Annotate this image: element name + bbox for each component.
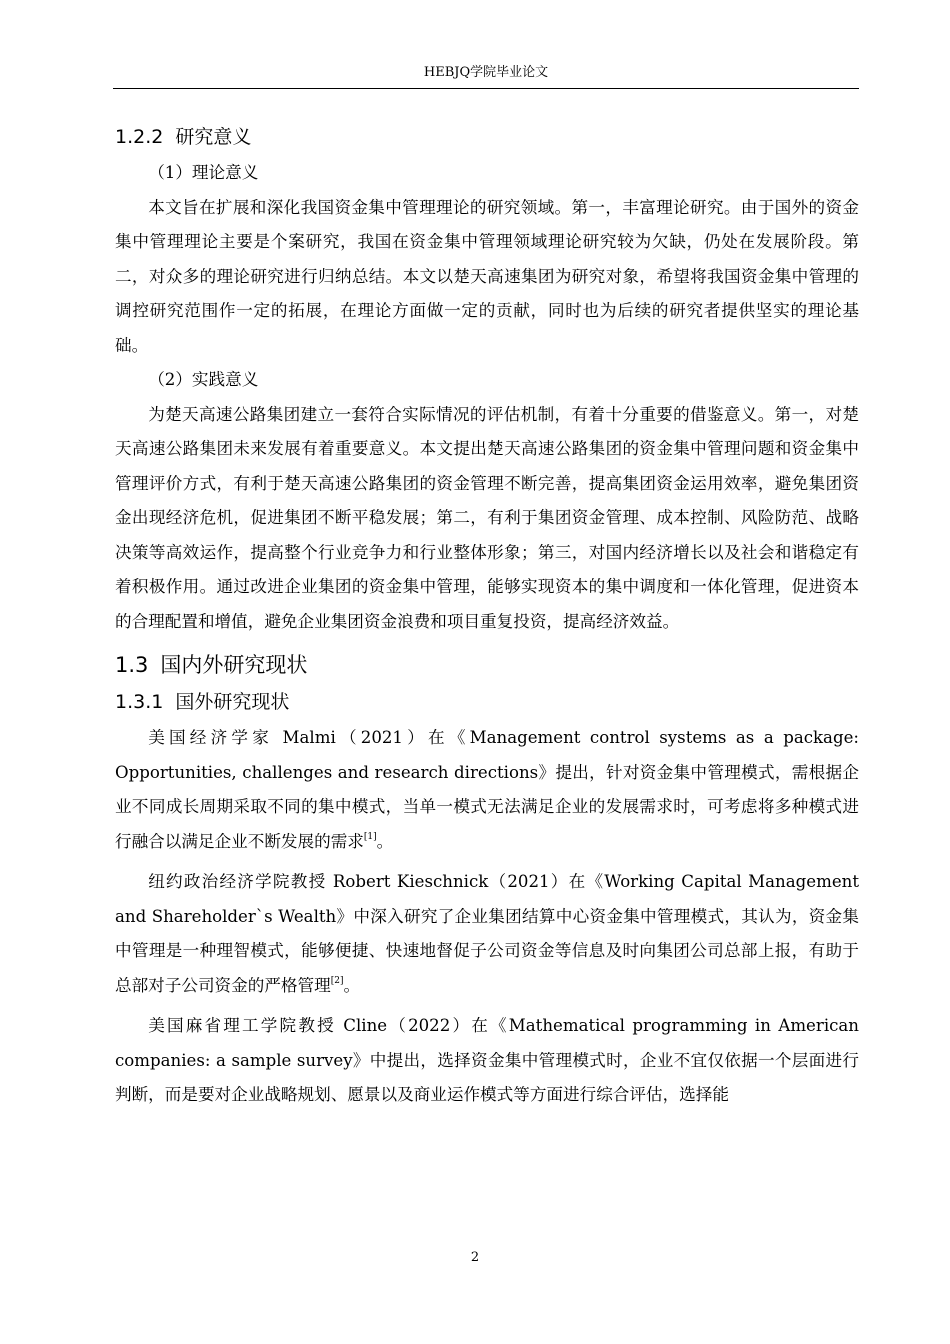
paragraph-text: 纽约政治经济学院教授 Robert Kieschnick（2021）在《Working Capital Management and Shareholder`s Wealth》中深入研究了企业集团结算中心资金集中管理模式，其认为，资金集中管理是一种理智模式，能够便捷、快速地督促子公司资金等信息及时向集团公司总部上报，有助于总部对子公司资金的严格管理: [115, 872, 859, 995]
section-heading-1-2-2: [115, 120, 859, 154]
citation-ref: [1]: [363, 831, 377, 842]
page-body: [115, 120, 859, 1113]
header-divider: [113, 88, 859, 89]
paragraph-theory: 本文旨在扩展和深化我国资金集中管理理论的研究领域。第一，丰富理论研究。由于国外的资金集中管理理论主要是个案研究，我国在资金集中管理领域理论研究较为欠缺，仍处在发展阶段。第二，对众多的理论研究进行归纳总结。本文以楚天高速集团为研究对象，希望将我国资金集中管理的调控研究范围作一定的拓展，在理论方面做一定的贡献，同时也为后续的研究者提供坚实的理论基础。: [115, 197, 859, 355]
section-number: 1.3.1: [115, 691, 164, 713]
page-header: HEBJQ学院毕业论文: [423, 65, 549, 80]
section-title: 国内外研究现状: [160, 653, 308, 677]
paragraph-kieschnick: [115, 865, 859, 1003]
paragraph-end: 。: [343, 975, 361, 995]
paragraph-text: 美国经济学家 Malmi（2021）在《Management control systems as a package: Opportunities, challenges and research directions》提出，针对资金集中管理模式，需根据企业不同成长周期采取不同的集中模式，当单一模式无法满足企业的发展需求时，可考虑将多种模式进行融合以满足企业不断发展的需求: [115, 728, 859, 851]
paragraph-malmi: [115, 721, 859, 859]
section-heading-1-3-1: [115, 685, 859, 719]
section-heading-1-3: [115, 645, 859, 685]
page-number: 2: [470, 1250, 480, 1265]
section-number: 1.2.2: [115, 126, 164, 148]
paragraph-practice: 为楚天高速公路集团建立一套符合实际情况的评估机制，有着十分重要的借鉴意义。第一，对楚天高速公路集团未来发展有着重要意义。本文提出楚天高速公路集团的资金集中管理问题和资金集中管理评价方式，有利于楚天高速公路集团的资金管理不断完善，提高集团资金运用效率，避免集团资金出现经济危机，促进集团不断平稳发展；第二，有利于集团资金管理、成本控制、风险防范、战略决策等高效运作，提高整个行业竞争力和行业整体形象；第三，对国内经济增长以及社会和谐稳定有着积极作用。通过改进企业集团的资金集中管理，能够实现资本的集中调度和一体化管理，促进资本的合理配置和增值，避免企业集团资金浪费和项目重复投资，提高经济效益。: [115, 404, 859, 631]
section-title: 研究意义: [175, 126, 252, 148]
section-number: 1.3: [115, 653, 149, 677]
subheading-practice: （2）实践意义: [148, 370, 259, 389]
subheading-theory: （1）理论意义: [148, 163, 259, 182]
paragraph-end: 。: [376, 831, 394, 851]
citation-ref: [2]: [330, 975, 344, 986]
section-title: 国外研究现状: [175, 691, 290, 713]
paragraph-cline: 美国麻省理工学院教授 Cline（2022）在《Mathematical programming in American companies: a sample survey》中提出，选择资金集中管理模式时，企业不宜仅依据一个层面进行判断，而是要对企业战略规划、愿景以及商业运作模式等方面进行综合评估，选择能: [115, 1016, 859, 1104]
